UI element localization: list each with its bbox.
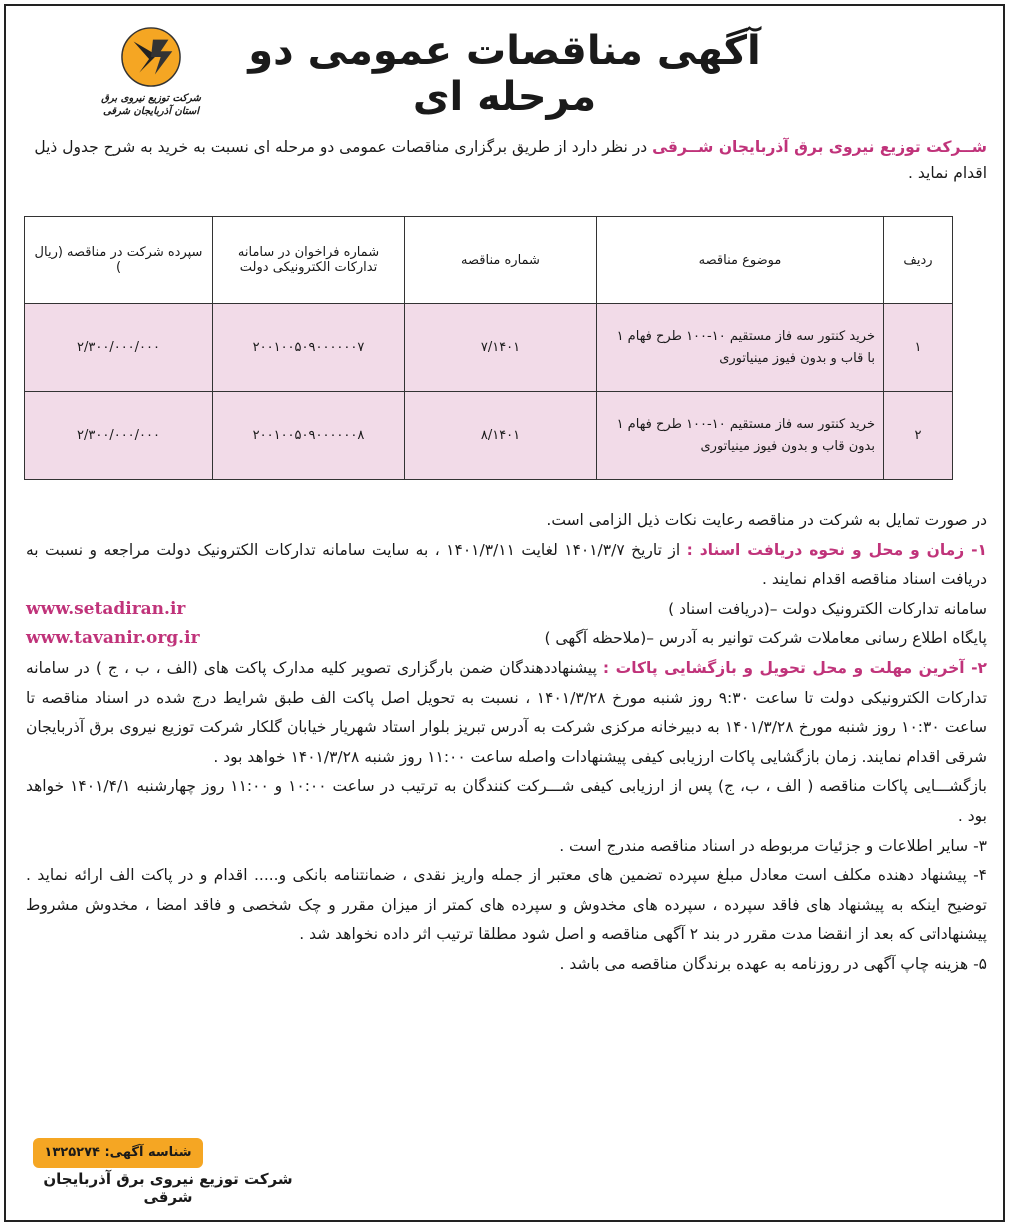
tenders-table — [24, 216, 953, 480]
header-tender-number: شماره مناقصه — [405, 217, 597, 304]
cell-call-number: ۲۰۰۱۰۰۵۰۹۰۰۰۰۰۰۷ — [213, 304, 405, 392]
tavanir-row — [26, 624, 987, 654]
setad-row — [26, 595, 987, 625]
header-row-number: ردیف — [884, 217, 953, 304]
item-2-text: پیشنهاددهندگان ضمن بارگزاری تصویر کلیه مدارک پاکت های (الف ، ب ، ج ) در سامانه تدارکات الکترونیکی دولت تا ساعت ۹:۳۰ روز شنبه مورخ ۱۴۰۱/۳/۲۸ ، نسبت به تحویل اصل پاکت الف طبق شرایط درج شده در اسناد مناقصه تا ساعت ۱۰:۳۰ روز شنبه مورخ ۱۴۰۱/۳/۲۸ به دبیرخانه مرکزی شرکت به آدرس تبریز بلوار استاد شهریار خیابان گلکار شرکت توزیع نیروی برق آذربایجان شرقی اقدام نمایند. زمان بازگشایی پاکات ارزیابی کیفی پیشنهادات واصله ساعت ۱۱:۰۰ روز شنبه ۱۴۰۱/۳/۲۸ خواهد بود . — [26, 658, 988, 766]
cell-deposit: ۲/۳۰۰/۰۰۰/۰۰۰ — [25, 392, 213, 480]
cell-row-number: ۲ — [884, 392, 953, 480]
table-row — [25, 392, 953, 480]
power-logo-icon — [120, 26, 182, 88]
item-1-title: ۱- زمان و محل و نحوه دریافت اسناد : — [686, 540, 988, 559]
intro-company-name: شــرکت توزیع نیروی برق آذربایجان شــرقی — [652, 138, 987, 156]
intro-text: در نظر دارد از طریق برگزاری مناقصات عمومی دو مرحله ای نسبت به خرید به شرح جدول ذیل اقدام نماید . — [34, 138, 987, 182]
item-5: ۵- هزینه چاپ آگهی در روزنامه به عهده برندگان مناقصه می باشد . — [559, 954, 987, 973]
header-deposit: سپرده شرکت در مناقصه (ریال ) — [25, 217, 213, 304]
header-subject: موضوع مناقصه — [597, 217, 884, 304]
cell-call-number: ۲۰۰۱۰۰۵۰۹۰۰۰۰۰۰۸ — [213, 392, 405, 480]
conditions-body — [26, 506, 987, 980]
cell-deposit: ۲/۳۰۰/۰۰۰/۰۰۰ — [25, 304, 213, 392]
tavanir-label: پایگاه اطلاع رسانی معاملات شرکت توانیر به آدرس –(ملاحظه آگهی ) — [544, 629, 987, 648]
cell-tender-number: ۷/۱۴۰۱ — [405, 304, 597, 392]
cell-tender-number: ۸/۱۴۰۱ — [405, 392, 597, 480]
page-title: آگهی مناقصات عمومی دو مرحله ای — [248, 28, 761, 120]
item-2 — [26, 654, 987, 772]
intro-paragraph — [26, 134, 987, 186]
header — [6, 6, 1003, 124]
item-2-title: ۲- آخرین مهلت و محل تحویل و بازگشایی پاکات : — [602, 658, 987, 677]
footer-company: شرکت توزیع نیروی برق آذربایجان شرقی — [43, 1170, 293, 1206]
table-header-row — [25, 217, 953, 304]
advertisement-page — [4, 4, 1005, 1222]
cell-subject: خرید کنتور سه فاز مستقیم ۱۰-۱۰۰ طرح فهام ۱ بدون قاب و بدون فیوز مینیاتوری — [597, 392, 884, 480]
logo-caption-line2: استان آذربایجان شرقی — [102, 106, 200, 117]
company-logo — [96, 26, 206, 118]
header-call-number: شماره فراخوان در سامانه تدارکات الکترونیکی دولت — [213, 217, 405, 304]
setad-link[interactable]: www.setadiran.ir — [26, 598, 186, 619]
item-1 — [26, 536, 987, 595]
item-2-opening: بازگشـــایی پاکات مناقصه ( الف ، ب، ج) پس از ارزیابی کیفی شـــرکت کنندگان به ترتیب در ساعت ۱۰:۰۰ و ۱۱:۰۰ روز چهارشنبه ۱۴۰۱/۴/۱ خواهد بود . — [26, 777, 987, 825]
logo-caption-line1: شرکت توزیع نیروی برق — [101, 93, 201, 104]
conditions-lead: در صورت تمایل به شرکت در مناقصه رعایت نکات ذیل الزامی است. — [546, 511, 987, 529]
cell-subject: خرید کنتور سه فاز مستقیم ۱۰-۱۰۰ طرح فهام ۱ با قاب و بدون فیوز مینیاتوری — [597, 304, 884, 392]
item-4: ۴- پیشنهاد دهنده مکلف است معادل مبلغ سپرده تضمین های معتبر از جمله واریز نقدی ، ضمانتنامه بانکی و..... اقدام و در پاکت الف ارائه نماید . توضیح اینکه به پیشنهاد های فاقد سپرده ، سپرده های مخدوش و سپرده های کمتر از میزان مقرر و چک شخصی و فاقد امضا ، مخدوش مشروط پیشنهاداتی که بعد از انقضا مدت مقرر در بند ۲ آگهی مناقصه و اصل شود مطلقا ترتیب اثر داده نخواهد شد . — [26, 866, 987, 944]
ad-id-badge: شناسه آگهی: ۱۳۲۵۲۷۴ — [33, 1138, 203, 1168]
item-1-text: از تاریخ ۱۴۰۱/۳/۷ لغایت ۱۴۰۱/۳/۱۱ ، به سایت سامانه تدارکات الکترونیک دولت مراجعه و نسبت به دریافت اسناد مناقصه اقدام نمایند . — [26, 540, 987, 589]
cell-row-number: ۱ — [884, 304, 953, 392]
table-row — [25, 304, 953, 392]
tavanir-link[interactable]: www.tavanir.org.ir — [26, 628, 200, 649]
item-3: ۳- سایر اطلاعات و جزئیات مربوطه در اسناد مناقصه مندرج است . — [559, 836, 987, 855]
setad-label: سامانه تدارکات الکترونیک دولت –(دریافت اسناد ) — [668, 599, 987, 618]
